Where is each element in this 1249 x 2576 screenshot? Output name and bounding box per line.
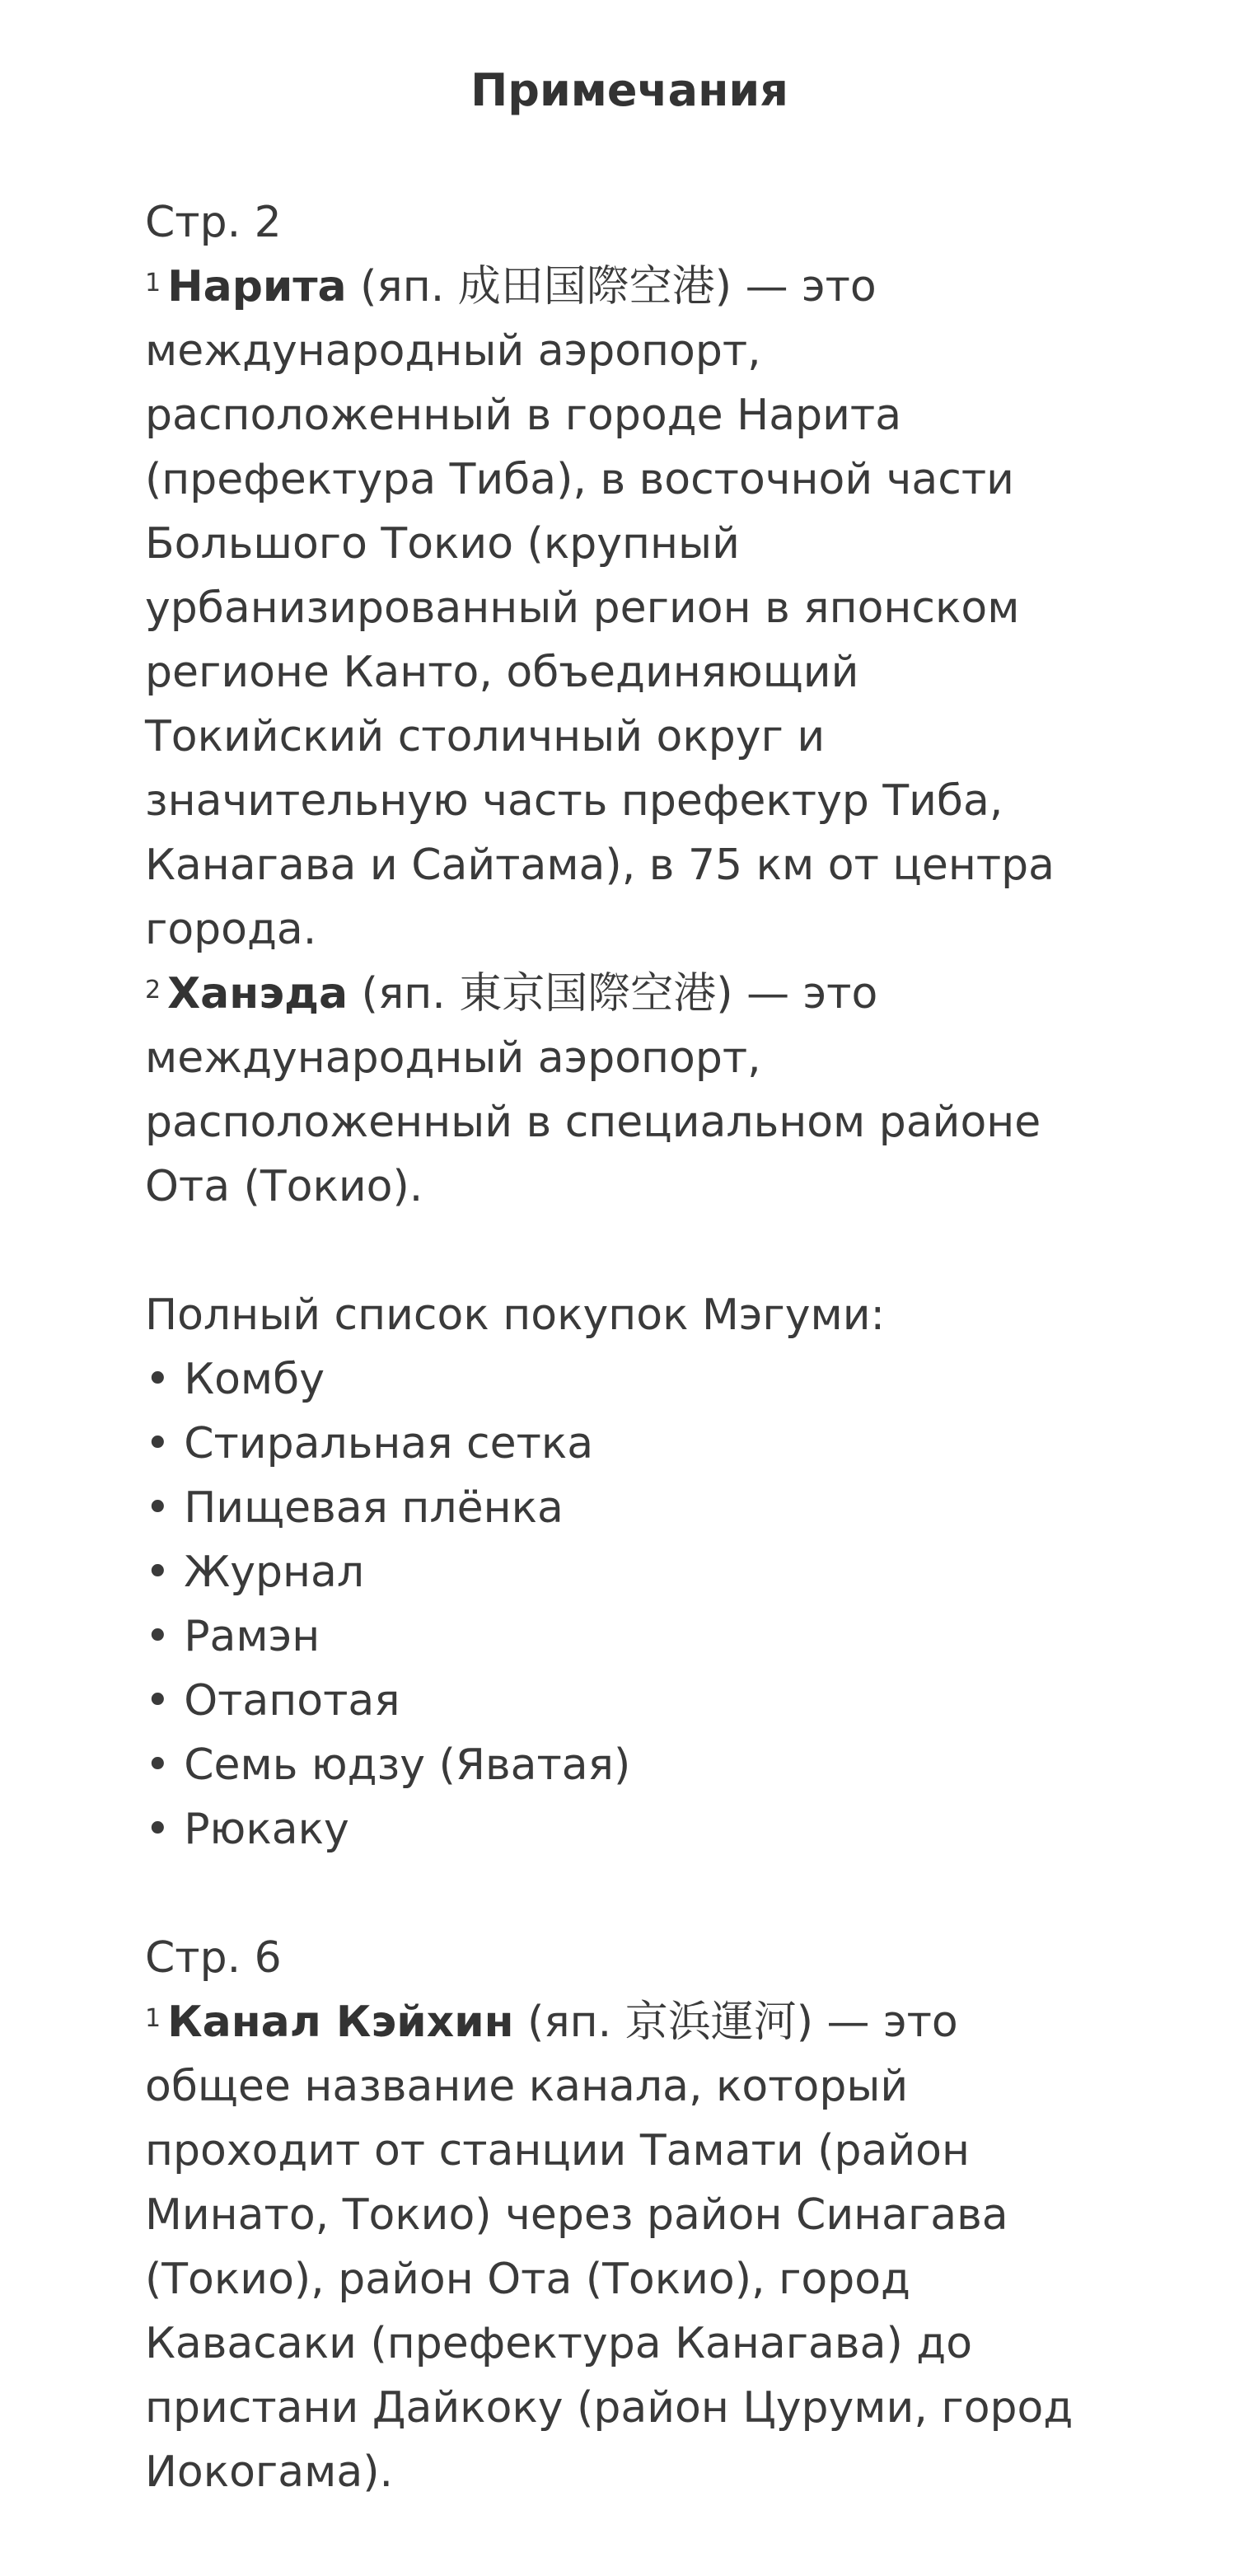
list-item: • Журнал xyxy=(145,1547,365,1597)
paragraph-gap xyxy=(145,1862,1109,1926)
footnote-term: Ханэда xyxy=(167,968,349,1019)
list-item: • Рюкаку xyxy=(145,1804,349,1854)
footnote-text: (яп. 京浜運河) — это общее название канала, который проходит от станции Тамати (район Минато, Токио) через район Синагава (Токио), район Ота (Токио), город Кавасаки (префектура Канагава) до пристани Дайкоку (район Цуруми, город Иокогама). xyxy=(145,1997,1074,2497)
list-item: • Семь юдзу (Яватая) xyxy=(145,1740,631,1790)
footnote-number: 1 xyxy=(145,2003,161,2033)
list-item: • Отапотая xyxy=(145,1675,400,1726)
paragraph-gap xyxy=(145,1219,1109,1283)
footnote-number: 1 xyxy=(145,268,161,297)
footnote-narita xyxy=(145,255,1109,962)
section-page-label: Стр. 6 xyxy=(145,1932,282,1983)
footnote-number: 2 xyxy=(145,975,161,1005)
footnote-haneda xyxy=(145,962,1109,1219)
list-item: • Рамэн xyxy=(145,1611,320,1661)
shopping-list-heading: Полный список покупок Мэгуми: xyxy=(145,1290,886,1340)
list-item: • Комбу xyxy=(145,1354,325,1404)
notes-body xyxy=(145,190,1109,2504)
footnote-text: (яп. 東京国際空港) — это международный аэропорт, расположенный в специальном районе Ота (Токио). xyxy=(145,968,1041,1211)
footnote-term: Канал Кэйхин xyxy=(167,1997,514,2047)
section-page-label: Стр. 2 xyxy=(145,197,282,247)
footnote-text: (яп. 成田国際空港) — это международный аэропорт, расположенный в городе Нарита (префектура Тиба), в восточной части Большого Токио (крупный урбанизированный регион в японском регионе Канто, объединяющий Токийский столичный округ и значительную часть префектур Тиба, Канагава и Сайтама), в 75 км от центра города. xyxy=(145,261,1055,954)
list-item: • Пищевая плёнка xyxy=(145,1482,564,1533)
footnote-keihin-canal xyxy=(145,1990,1109,2504)
list-item: • Стиральная сетка xyxy=(145,1418,594,1468)
page-title: Примечания xyxy=(470,64,788,116)
footnote-term: Нарита xyxy=(167,261,347,311)
